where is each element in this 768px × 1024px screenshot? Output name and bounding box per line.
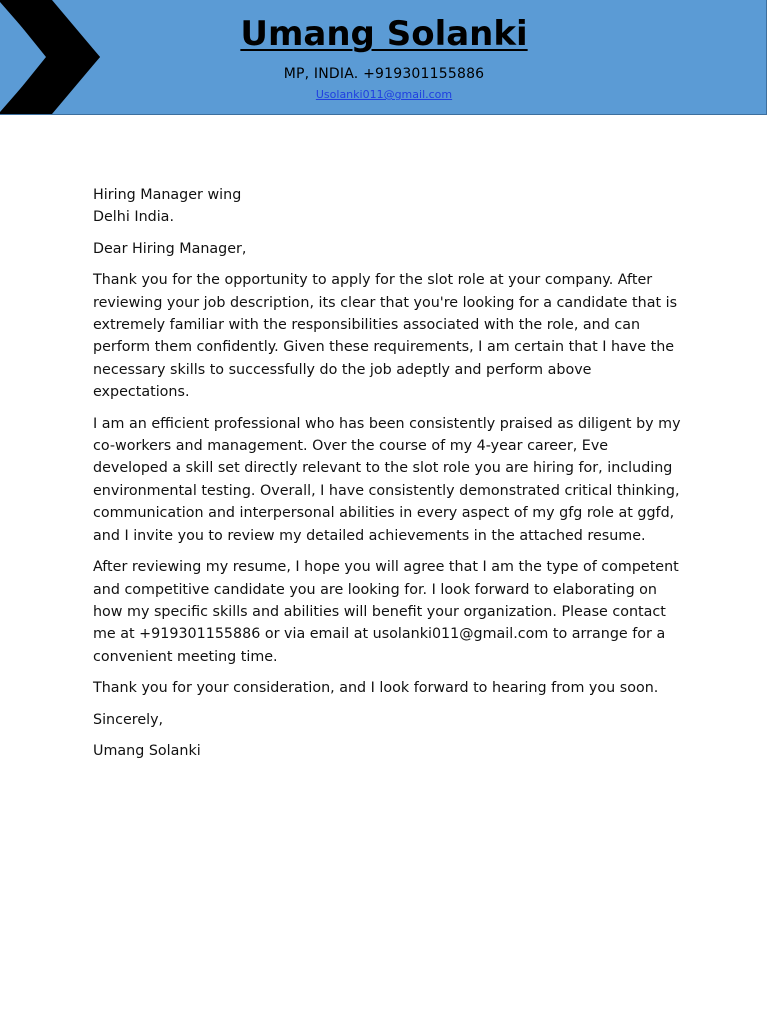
email-line <box>0 88 768 102</box>
header-banner <box>0 0 767 115</box>
contact-line: MP, INDIA. +919301155886 <box>283 66 485 82</box>
recipient-line-1: Hiring Manager wing <box>93 187 242 203</box>
paragraph-1: Thank you for the opportunity to apply for the slot role at your company. After reviewing your job description, its clear that you're looking for a candidate that is extremely familiar with the responsibilities associated with the role, and can perform them confidently. Given these requirements, I am certain that I have the necessary skills to successfully do the job adeptly and perform above expectations. <box>93 272 678 401</box>
email-link[interactable]: Usolanki011@gmail.com <box>315 88 453 101</box>
closing: Sincerely, <box>93 711 164 728</box>
salutation: Dear Hiring Manager, <box>93 240 247 257</box>
recipient-block <box>93 184 683 229</box>
paragraph-2: I am an efficient professional who has been consistently praised as diligent by my co-workers and management. Over the course of my 4-year career, Eve developed a skill set directly relevant to the slot role you are hiring for, including environmental testing. Overall, I have consistently demonstrated critical thinking, communication and interpersonal abilities in every aspect of my gfg role at ggfd, and I invite you to review my detailed achievements in the attached resume. <box>93 415 681 544</box>
letter-body <box>93 184 683 771</box>
paragraph-4: Thank you for your consideration, and I look forward to hearing from you soon. <box>93 680 659 697</box>
applicant-name <box>0 12 768 56</box>
paragraph-3: After reviewing my resume, I hope you will agree that I am the type of competent and competitive candidate you are looking for. I look forward to elaborating on how my specific skills and abilities will benefit your organization. Please contact me at +919301155886 or via email at usolanki011@gmail.com to arrange for a convenient meeting time. <box>93 559 679 665</box>
recipient-line-2: Delhi India. <box>93 209 174 226</box>
applicant-name-text: Umang Solanki <box>240 14 528 54</box>
signature: Umang Solanki <box>93 742 201 759</box>
